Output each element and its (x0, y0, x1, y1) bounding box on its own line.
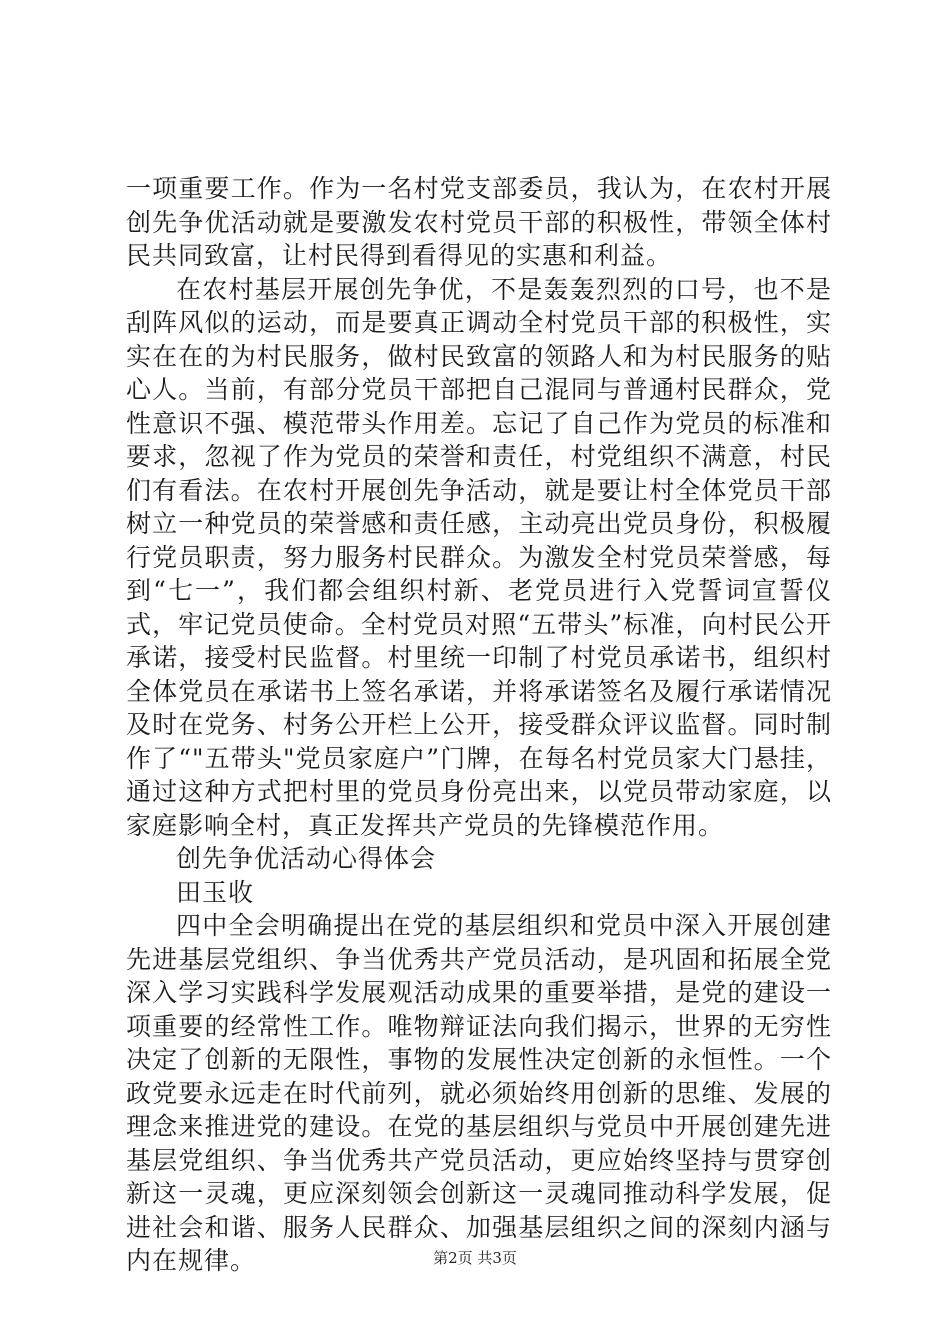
article-title: 创先争优活动心得体会 (176, 844, 437, 873)
paragraph-village-practice: 在农村基层开展创先争优，不是轰轰烈烈的口号，也不是刮阵风似的运动，而是要真正调动全村党员干部的积极性，实实在在的为村民服务，做村民致富的领路人和为村民服务的贴心人。当前，有部分党员干部把自己混同与普通村民群众，党性意识不强、模范带头作用差。忘记了自己作为党员的标准和要求，忽视了作为党员的荣誉和责任，村党组织不满意，村民们有看法。在农村开展创先争活动，就是要让村全体党员干部树立一种党员的荣誉感和责任感，主动亮出党员身份，积极履行党员职责，努力服务村民群众。为激发全村党员荣誉感，每到“七一”，我们都会组织村新、老党员进行入党誓词宣誓仪式，牢记党员使命。全村党员对照“五带头”标准，向村民公开承诺，接受村民监督。村里统一印制了村党员承诺书，组织村全体党员在承诺书上签名承诺，并将承诺签名及履行承诺情况及时在党务、村务公开栏上公开，接受群众评议监督。同时制作了“"五带头"党员家庭户”门牌，在每名村党员家大门悬挂，通过这种方式把村里的党员身份亮出来，以党员带动家庭，以家庭影响全村，真正发挥共产党员的先锋模范作用。 (126, 274, 832, 840)
paragraph-innovation: 四中全会明确提出在党的基层组织和党员中深入开展创建先进基层党组织、争当优秀共产党员活动，是巩固和拓展全党深入学习实践科学发展观活动成果的重要举措，是党的建设一项重要的经常性工作。唯物辩证法向我们揭示，世界的无穷性决定了创新的无限性，事物的发展性决定创新的永恒性。一个政党要永远走在时代前列，就必须始终用创新的思维、发展的理念来推进党的建设。在党的基层组织与党员中开展创建先进基层党组织、争当优秀共产党员活动，更应始终坚持与贯穿创新这一灵魂，更应深刻领会创新这一灵魂同推动科学发展，促进社会和谐、服务人民群众、加强基层组织之间的深刻内涵与内在规律。 (126, 911, 832, 1275)
paragraph-intro: 一项重要工作。作为一名村党支部委员，我认为，在农村开展创先争优活动就是要激发农村党员干部的积极性，带领全体村民共同致富，让村民得到看得见的实惠和利益。 (126, 174, 832, 270)
document-body (126, 172, 832, 1278)
article-author: 田玉收 (176, 877, 255, 907)
page-number-footer: 第2页 共3页 (433, 1249, 517, 1267)
